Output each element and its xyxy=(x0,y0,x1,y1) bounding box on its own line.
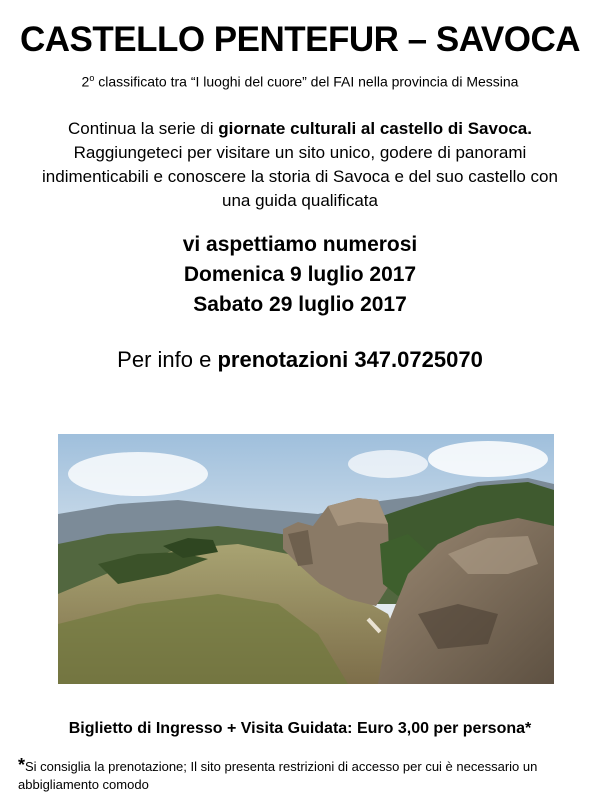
intro-text-2: Raggiungeteci per visitare un sito unico, godere di panorami indimenticabili e conoscere la storia di Savoca e del suo castello con una guida qualificata xyxy=(42,143,558,210)
invite-line: vi aspettiamo numerosi xyxy=(182,233,418,256)
poster-subtitle xyxy=(0,73,600,90)
event-dates xyxy=(0,230,600,320)
subtitle-rank: 2 xyxy=(81,73,90,90)
contact-phone: prenotazioni 347.0725070 xyxy=(217,347,483,372)
contact-info xyxy=(0,347,600,373)
footnote-star: * xyxy=(18,755,26,775)
date-line-1: Domenica 9 luglio 2017 xyxy=(183,263,417,286)
subtitle-rank-suffix: o xyxy=(89,73,95,83)
intro-bold: giornate culturali al castello di Savoca. xyxy=(218,119,532,138)
intro-text-1: Continua la serie di xyxy=(68,119,219,138)
footnote xyxy=(18,756,588,794)
ticket-price: Biglietto di Ingresso + Visita Guidata: Euro 3,00 per persona* xyxy=(68,720,532,737)
intro-paragraph xyxy=(40,117,560,213)
poster-title: CASTELLO PENTEFUR – SAVOCA xyxy=(19,20,580,59)
subtitle-text: classificato tra “I luoghi del cuore” del FAI nella provincia di Messina xyxy=(94,73,519,90)
footnote-text: Si consiglia la prenotazione; Il sito presenta restrizioni di accesso per cui è necessario un abbigliamento comodo xyxy=(18,759,538,792)
castle-photo xyxy=(58,434,554,684)
contact-prefix: Per info e xyxy=(117,347,218,372)
date-line-2: Sabato 29 luglio 2017 xyxy=(193,293,407,316)
